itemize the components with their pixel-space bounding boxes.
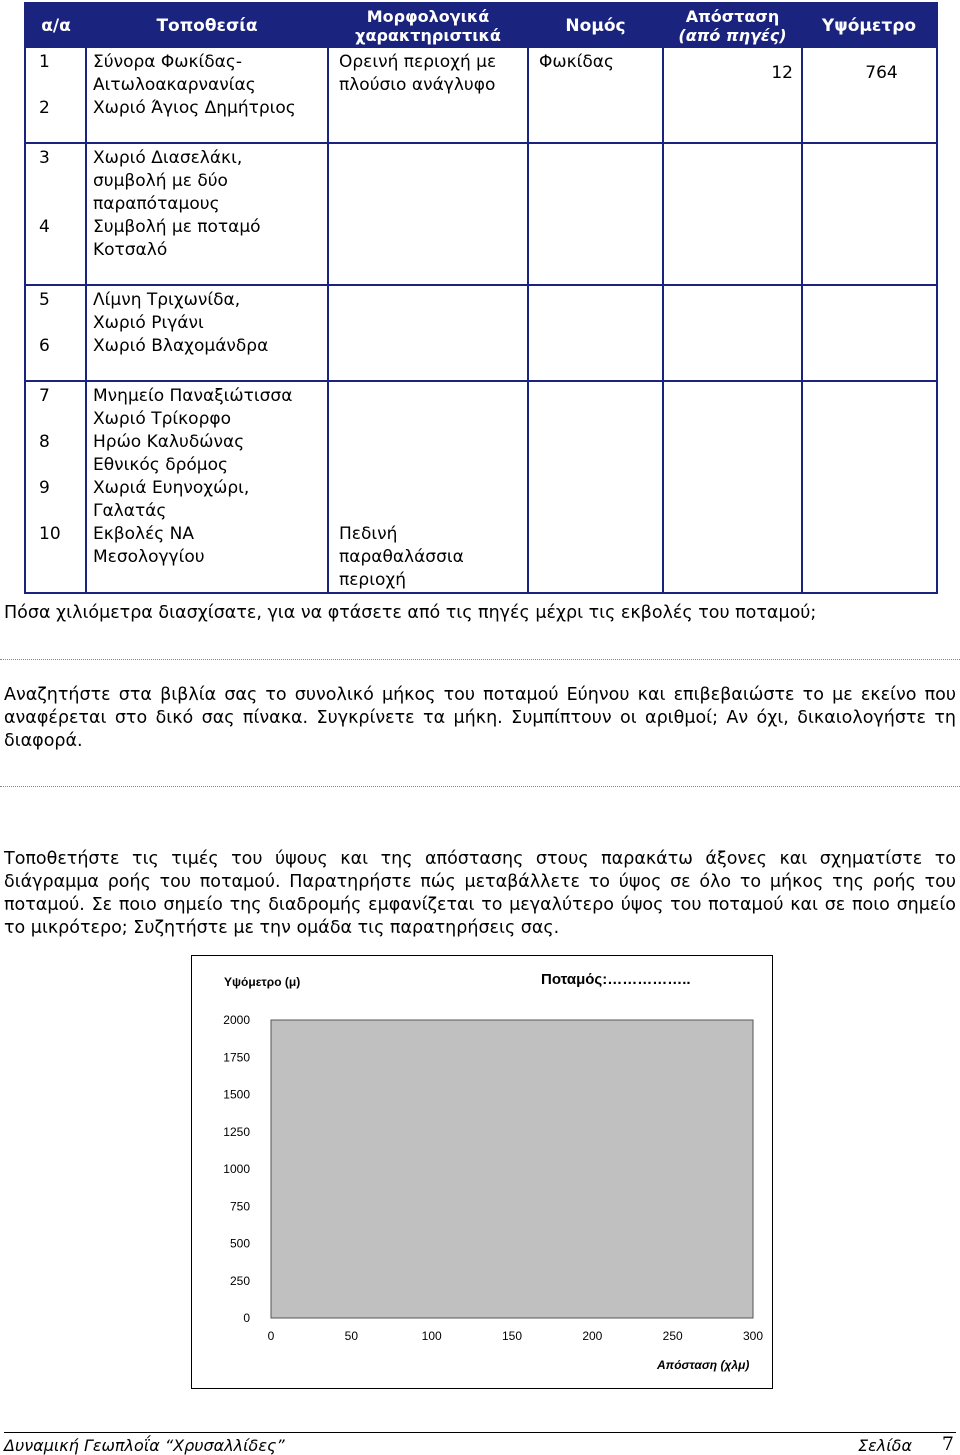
row-prefecture — [528, 335, 663, 381]
x-tick-label: 300 — [742, 1329, 764, 1343]
x-axis-label: Απόσταση (χλμ) — [657, 1358, 750, 1372]
table-row — [25, 97, 937, 143]
row-distance: 12 — [663, 48, 802, 97]
row-elevation — [802, 285, 937, 335]
table-row — [25, 285, 937, 335]
y-tick-label: 1500 — [223, 1087, 250, 1102]
header-distance — [663, 3, 802, 48]
row-location: Χωριό Βλαχομάνδρα — [86, 335, 328, 381]
chart-title: Ποταμός:…………….. — [541, 971, 691, 988]
row-distance — [663, 523, 802, 593]
row-morphology — [328, 143, 528, 216]
row-morphology — [328, 216, 528, 285]
row-location: Χωριό Άγιος Δημήτριος — [86, 97, 328, 143]
y-tick-label: 1250 — [223, 1124, 250, 1139]
row-elevation — [802, 335, 937, 381]
table-row — [25, 335, 937, 381]
header-distance-line1: Απόσταση — [685, 7, 780, 26]
row-number: 3 — [25, 143, 86, 216]
header-prefecture: Νομός — [528, 3, 663, 48]
question-flow-diagram: Τοποθετήστε τις τιμές του ύψους και της απόστασης στους παρακάτω άξονες και σχηματίστε το διάγραμμα ροής του ποταμού. Παρατηρήστε πώς μεταβάλλετε το ύψος σε όλο το μήκος της ροής του ποταμού. Σε ποιο σημείο της διαδρομής εμφανίζεται το μεγαλύτερο ύψος του ποταμού και σε ποιο σημείο το μικρότερο; Συζητήστε με την ομάδα τις παρατηρήσεις σας. — [4, 849, 956, 938]
row-distance — [663, 335, 802, 381]
y-tick-label: 250 — [229, 1273, 250, 1288]
x-tick-label: 150 — [501, 1329, 523, 1343]
row-elevation — [802, 431, 937, 477]
header-distance-line2: (από πηγές) — [678, 26, 787, 45]
answer-line — [0, 659, 960, 660]
row-location: Συμβολή με ποταμό Κοτσαλό — [86, 216, 328, 285]
row-elevation — [802, 477, 937, 523]
footer-title: Δυναμική Γεωπλοΐα “Χρυσαλλίδες” — [4, 1436, 285, 1455]
row-elevation — [802, 216, 937, 285]
row-location: Εκβολές ΝΑ Μεσολογγίου — [86, 523, 328, 593]
row-elevation — [802, 97, 937, 143]
row-morphology — [328, 477, 528, 523]
question-total-distance: Πόσα χιλιόμετρα διασχίσατε, για να φτάσετε από τις πηγές μέχρι τις εκβολές του ποταμού; — [4, 603, 817, 623]
row-distance — [663, 477, 802, 523]
table-row — [25, 477, 937, 523]
header-elevation: Υψόμετρο — [802, 3, 937, 48]
y-tick-label: 500 — [229, 1236, 250, 1251]
row-distance — [663, 216, 802, 285]
row-number: 9 — [25, 477, 86, 523]
row-prefecture — [528, 381, 663, 431]
y-tick-label: 0 — [243, 1311, 250, 1325]
y-tick-label: 1750 — [223, 1050, 250, 1065]
table-row — [25, 431, 937, 477]
row-prefecture — [528, 431, 663, 477]
row-location: Ηρώο Καλυδώνας Εθνικός δρόμος — [86, 431, 328, 477]
row-morphology — [328, 97, 528, 143]
row-morphology — [328, 381, 528, 431]
row-morphology — [328, 335, 528, 381]
row-prefecture — [528, 523, 663, 593]
x-tick-label: 100 — [421, 1329, 442, 1343]
row-prefecture — [528, 143, 663, 216]
table-header-row — [25, 3, 937, 48]
row-distance — [663, 431, 802, 477]
y-tick-label: 1000 — [223, 1162, 250, 1176]
footer-page-word: Σελίδα — [858, 1436, 912, 1455]
row-location: Λίμνη Τριχωνίδα, Χωριό Ριγάνι — [86, 285, 328, 335]
row-elevation — [802, 143, 937, 216]
row-prefecture — [528, 216, 663, 285]
plot-area — [271, 1020, 753, 1318]
row-prefecture — [528, 477, 663, 523]
table-row — [25, 381, 937, 431]
question-compare-length: Αναζητήστε στα βιβλία σας το συνολικό μήκος του ποταμού Εύηνου και επιβεβαιώστε το με εκείνο που αναφέρεται στο δικό σας πίνακα. Συγκρίνετε τα μήκη. Συμπίπτουν οι αριθμοί; Αν όχι, δικαιολογήστε τη διαφορά. — [4, 685, 956, 751]
x-tick-label: 250 — [662, 1329, 683, 1343]
row-number: 7 — [25, 381, 86, 431]
row-number: 5 — [25, 285, 86, 335]
row-location: Χωριό Διασελάκι, συμβολή με δύο παραπόταμους — [86, 143, 328, 216]
row-elevation: 764 — [865, 63, 898, 83]
locations-table — [24, 2, 938, 594]
row-location: Χωριά Ευηνοχώρι, Γαλατάς — [86, 477, 328, 523]
answer-line — [0, 786, 960, 787]
row-number: 2 — [25, 97, 86, 143]
table-row — [25, 523, 937, 593]
row-number: 4 — [25, 216, 86, 285]
row-morphology — [328, 431, 528, 477]
row-elevation — [802, 523, 937, 593]
table-row — [25, 48, 937, 97]
row-prefecture: Φωκίδας — [528, 48, 663, 97]
elevation-distance-chart — [191, 955, 773, 1389]
row-distance — [663, 381, 802, 431]
header-location: Τοποθεσία — [86, 3, 328, 48]
row-location: Σύνορα Φωκίδας-Αιτωλοακαρνανίας — [86, 48, 328, 97]
x-tick-label: 0 — [267, 1329, 275, 1343]
header-morphology-line2: χαρακτηριστικά — [355, 26, 501, 45]
row-prefecture — [528, 285, 663, 335]
table-row — [25, 216, 937, 285]
footer-page-number: 7 — [941, 1433, 954, 1455]
row-number: 8 — [25, 431, 86, 477]
row-prefecture — [528, 97, 663, 143]
row-morphology: Ορεινή περιοχή με πλούσιο ανάγλυφο — [328, 48, 528, 97]
x-tick-label: 200 — [582, 1329, 603, 1343]
y-tick-label: 2000 — [223, 1013, 250, 1027]
header-aa: α/α — [25, 3, 86, 48]
y-tick-label: 750 — [229, 1199, 250, 1214]
row-distance — [663, 97, 802, 143]
chart-svg — [192, 956, 772, 1388]
row-number: 10 — [25, 523, 86, 593]
header-morphology-line1: Μορφολογικά — [366, 7, 490, 26]
row-location: Μνημείο Παναξιώτισσα Χωριό Τρίκορφο — [86, 381, 328, 431]
row-morphology — [328, 285, 528, 335]
row-number: 6 — [25, 335, 86, 381]
row-elevation — [802, 381, 937, 431]
row-number: 1 — [25, 48, 86, 97]
y-axis-label: Υψόμετρο (μ) — [224, 975, 301, 989]
page-footer — [4, 1432, 956, 1455]
header-morphology — [328, 3, 528, 48]
row-distance — [663, 285, 802, 335]
row-distance — [663, 143, 802, 216]
row-morphology: Πεδινή παραθαλάσσια περιοχή — [328, 523, 528, 593]
table-row — [25, 143, 937, 216]
x-tick-label: 50 — [344, 1329, 359, 1343]
